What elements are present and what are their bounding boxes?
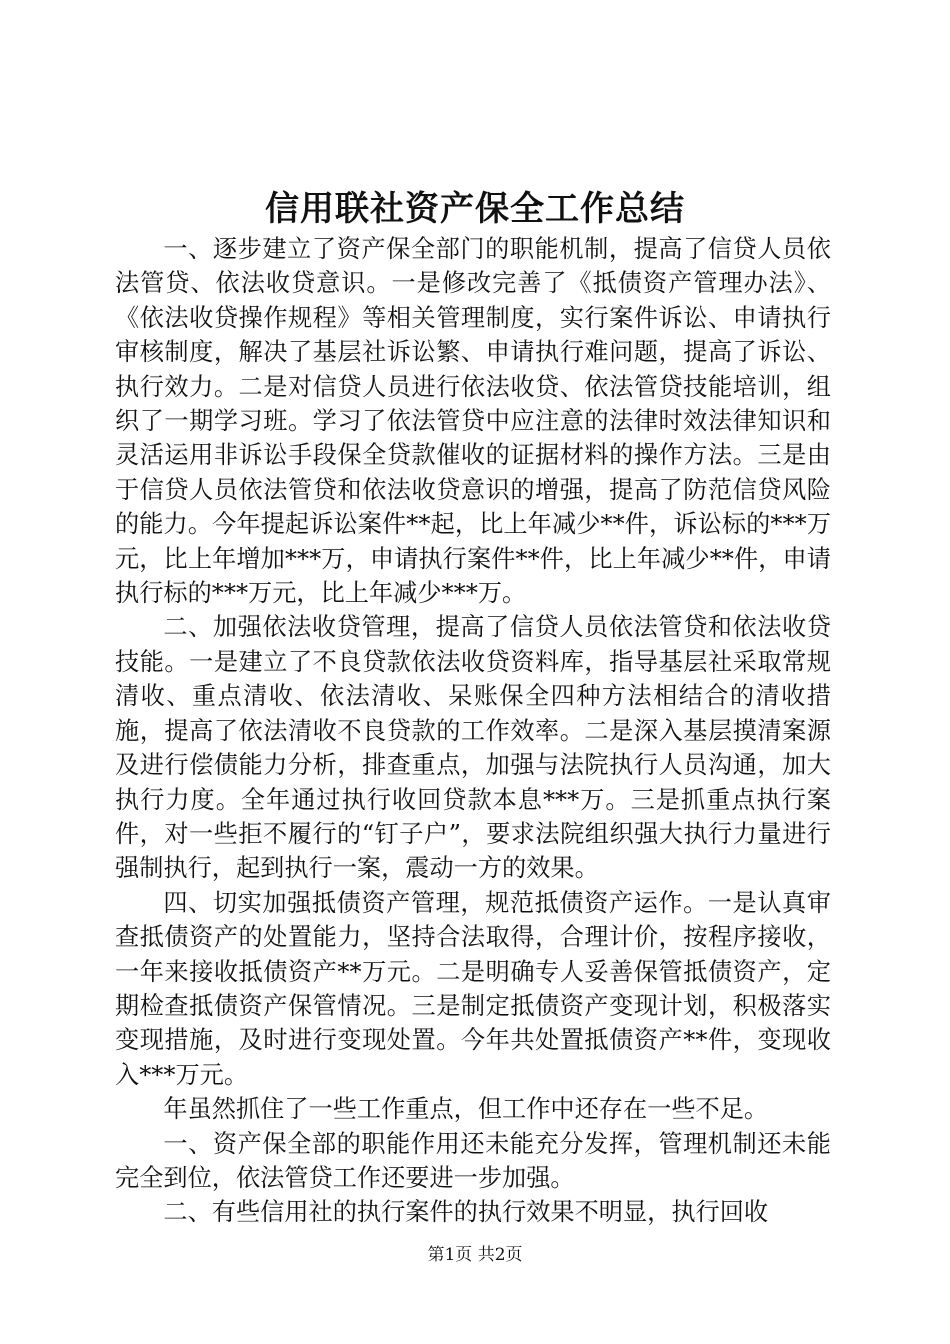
document-body bbox=[115, 232, 831, 1230]
paragraph: 年虽然抓住了一些工作重点，但工作中还存在一些不足。 bbox=[163, 1095, 769, 1124]
document-title: 信用联社资产保全工作总结 bbox=[265, 189, 685, 229]
paragraph: 一、逐步建立了资产保全部门的职能机制，提高了信贷人员依法管贷、依法收贷意识。一是修改完善了《抵债资产管理办法》、《依法收贷操作规程》等相关管理制度，实行案件诉讼、申请执行审核制度，解决了基层社诉讼繁、申请执行难问题，提高了诉讼、执行效力。二是对信贷人员进行依法收贷、依法管贷技能培训，组织了一期学习班。学习了依法管贷中应注意的法律时效法律知识和灵活运用非诉讼手段保全贷款催收的证据材料的操作方法。三是由于信贷人员依法管贷和依法收贷意识的增强，提高了防范信贷风险的能力。今年提起诉讼案件**起，比上年减少**件，诉讼标的***万元，比上年增加***万，申请执行案件**件，比上年减少**件，申请执行标的***万元，比上年减少***万。 bbox=[115, 235, 831, 608]
paragraph: 四、切实加强抵债资产管理，规范抵债资产运作。一是认真审查抵债资产的处置能力，坚持合法取得，合理计价，按程序接收，一年来接收抵债资产**万元。二是明确专人妥善保管抵债资产，定期检查抵债资产保管情况。三是制定抵债资产变现计划，积极落实变现措施，及时进行变现处置。今年共处置抵债资产**件，变现收入***万元。 bbox=[115, 888, 831, 1089]
paragraph: 一、资产保全部的职能作用还未能充分发挥，管理机制还未能完全到位，依法管贷工作还要进一步加强。 bbox=[115, 1129, 831, 1192]
page-number-footer: 第1页 共2页 bbox=[427, 1245, 523, 1265]
paragraph: 二、加强依法收贷管理，提高了信贷人员依法管贷和依法收贷技能。一是建立了不良贷款依法收贷资料库，指导基层社采取常规清收、重点清收、依法清收、呆账保全四种方法相结合的清收措施，提高了依法清收不良贷款的工作效率。二是深入基层摸清案源及进行偿债能力分析，排查重点，加强与法院执行人员沟通，加大执行力度。全年通过执行收回贷款本息***万。三是抓重点执行案件，对一些拒不履行的“钉子户”，要求法院组织强大执行力量进行强制执行，起到执行一案，震动一方的效果。 bbox=[115, 613, 831, 883]
paragraph: 二、有些信用社的执行案件的执行效果不明显，执行回收 bbox=[163, 1198, 769, 1227]
